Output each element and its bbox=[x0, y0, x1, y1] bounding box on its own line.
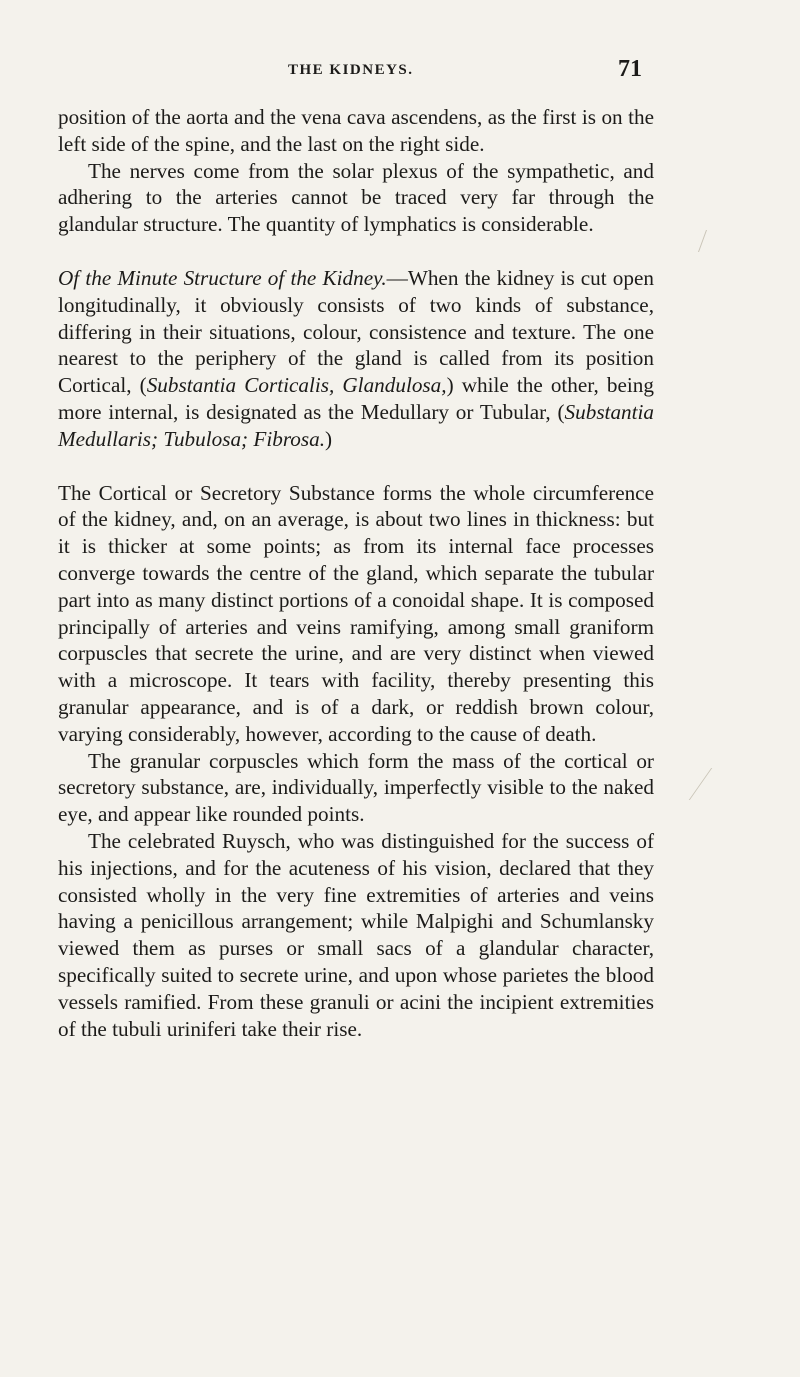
paragraph-continuation: position of the aorta and the vena cava ascendens, as the first is on the left side of the spine, and the last on the right side. bbox=[58, 105, 654, 156]
page-number: 71 bbox=[618, 56, 642, 82]
paragraph-text-segment: —When the kidney is cut open longitudinally, it obviously consists of two kinds of substance, differing in their situations, colour, consistence and texture. The one nearest to the periphery of the gland is called from its position Cortical, ( bbox=[58, 265, 654, 398]
body-text bbox=[58, 104, 654, 1042]
paragraph-ruysch: The celebrated Ruysch, who was distinguished for the success of his injections, and for the acuteness of his vision, declared that they consisted wholly in the very fine extremities of arteries and veins having a penicillous arrangement; while Malpighi and Schumlansky viewed them as purses or small sacs of a glandular character, specifically suited to secrete urine, and upon whose parietes the blood vessels ramified. From these granuli or acini the incipient extremities of the tubuli uriniferi take their rise. bbox=[58, 828, 654, 1041]
paragraph-text-segment: ) bbox=[325, 426, 333, 451]
margin-pencil-mark bbox=[689, 768, 722, 800]
latin-term: Substantia Corticalis, Glandulosa, bbox=[146, 373, 447, 398]
paragraph-minute-structure bbox=[58, 265, 654, 453]
section-heading: Of the Minute Structure of the Kidney. bbox=[58, 265, 387, 290]
margin-pencil-mark bbox=[698, 230, 717, 252]
paragraph-text-segment: ) while the other, being more internal, is designated as the Medullary or Tubular, ( bbox=[58, 373, 654, 424]
paragraph-granular-corpuscles: The granular corpuscles which form the mass of the cortical or secretory substance, are, individually, imperfectly visible to the naked eye, and appear like rounded points. bbox=[58, 748, 654, 827]
paragraph-nerves: The nerves come from the solar plexus of the sympathetic, and adhering to the arteries cannot be traced very far through the glandular structure. The quantity of lymphatics is considerable. bbox=[58, 158, 654, 237]
paragraph-cortical-substance: The Cortical or Secretory Substance forms the whole circumference of the kidney, and, on an average, is about two lines in thickness: but it is thicker at some points; as from its internal face processes converge towards the centre of the gland, which separate the tubular part into as many distinct portions of a conoidal shape. It is composed principally of arteries and veins ramifying, among small graniform corpuscles that secrete the urine, and are very distinct when viewed with a microscope. It tears with facility, thereby presenting this granular appearance, and is of a dark, or reddish brown colour, varying considerably, however, according to the cause of death. bbox=[58, 480, 654, 746]
latin-term: Substantia Medullaris; Tubulosa; Fibrosa. bbox=[58, 399, 654, 451]
running-title: THE KIDNEYS. bbox=[288, 62, 414, 78]
